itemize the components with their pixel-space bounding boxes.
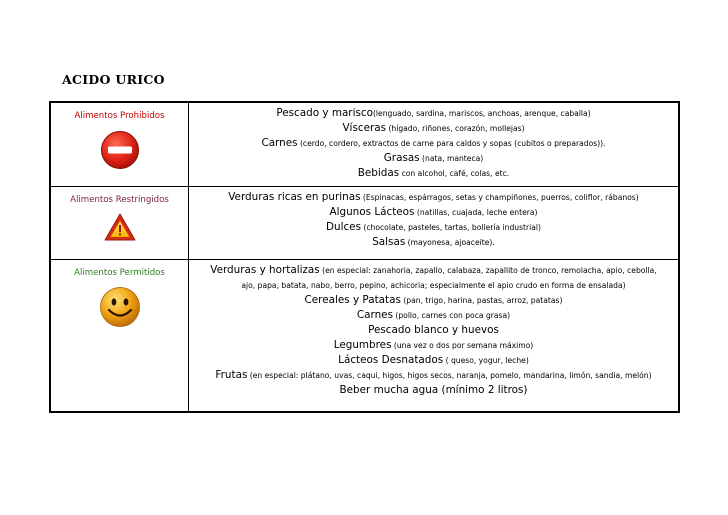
list-item: Vísceras (hígado, riñones, corazón, mollejas) xyxy=(342,122,525,134)
list-item: Salsas (mayonesa, ajoaceite). xyxy=(372,236,495,248)
category-cell xyxy=(50,102,189,187)
list-item: Lácteos Desnatados ( queso, yogur, leche) xyxy=(338,354,529,366)
list-item: Carnes (pollo, carnes con poca grasa) xyxy=(356,309,511,321)
list-item: Legumbres (una vez o dos por semana máximo) xyxy=(333,339,534,351)
list-item: Verduras ricas en purinas (Espinacas, espárragos, setas y champiñones, puerros, coliflor, rábanos) xyxy=(228,191,639,203)
list-item: Verduras y hortalizas (en especial: zanahoria, zapallo, calabaza, zapallito de tronco, remolacha, apio, cebolla, xyxy=(210,264,657,276)
list-item: Frutas (en especial: plátano, uvas, caqui, higos, higos secos, naranja, pomelo, mandarina, limón, sandia, melón) xyxy=(215,369,652,381)
items-cell xyxy=(189,187,680,260)
items-cell xyxy=(189,102,680,187)
category-cell xyxy=(50,260,189,413)
list-item: Pescado y marisco(lenguado, sardina, mariscos, anchoas, arenque, caballa) xyxy=(276,107,591,119)
no-entry-icon xyxy=(100,130,140,170)
list-item: Algunos Lácteos (natillas, cuajada, leche entera) xyxy=(329,206,538,218)
list-item: Bebidas con alcohol, café, colas, etc. xyxy=(357,167,510,179)
warning-icon xyxy=(103,212,137,242)
table-row xyxy=(50,187,679,260)
table-row xyxy=(50,102,679,187)
category-label: Alimentos Restringidos xyxy=(70,195,169,205)
list-item: Pescado blanco y huevos xyxy=(368,324,499,336)
category-cell xyxy=(50,187,189,260)
list-item: Dulces (chocolate, pasteles, tartas, bollería industrial) xyxy=(326,221,541,233)
items-cell xyxy=(189,260,680,413)
table-row xyxy=(50,260,679,413)
list-item: Beber mucha agua (mínimo 2 litros) xyxy=(339,384,528,396)
food-table xyxy=(49,101,680,413)
category-label: Alimentos Permitidos xyxy=(74,268,165,278)
list-item: ajo, papa, batata, nabo, berro, pepino, achicoria; especialmente el apio crudo en forma de ensalada) xyxy=(241,281,626,290)
category-label: Alimentos Prohibidos xyxy=(74,111,165,121)
smiley-icon xyxy=(99,286,141,328)
list-item: Grasas (nata, manteca) xyxy=(383,152,484,164)
document-title: ACIDO URICO xyxy=(62,72,165,87)
list-item: Cereales y Patatas (pan, trigo, harina, pastas, arroz, patatas) xyxy=(304,294,563,306)
list-item: Carnes (cerdo, cordero, extractos de carne para caldos y sopas (cubitos o preparados)). xyxy=(261,137,606,149)
